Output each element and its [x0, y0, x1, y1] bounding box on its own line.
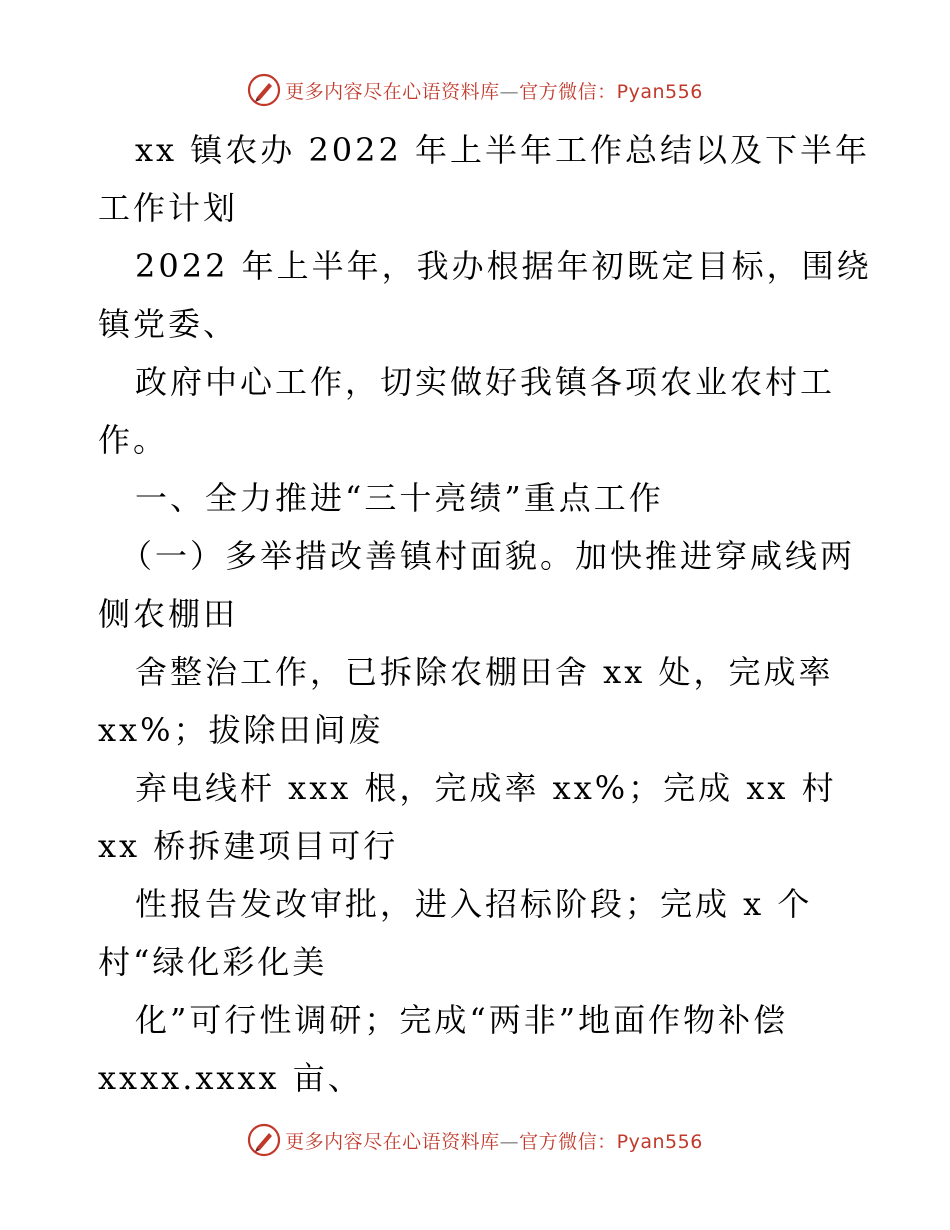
- paragraph-line: 性报告发改审批，进入招标阶段；完成 x 个: [135, 885, 813, 923]
- paragraph-line: xx 桥拆建项目可行: [98, 827, 399, 865]
- paragraph-line: 舍整治工作，已拆除农棚田舍 xx 处，完成率: [135, 653, 834, 691]
- watermark-top: [0, 70, 950, 110]
- paragraph-line: 镇党委、: [98, 305, 239, 343]
- watermark-bottom: [0, 1120, 950, 1160]
- section-heading: 一、全力推进“三十亮绩”重点工作: [135, 479, 664, 517]
- watermark-text: 更多内容尽在心语资料库—官方微信：Pyan556: [285, 80, 703, 103]
- title-line-2: 工作计划: [98, 189, 239, 227]
- paragraph-line: xx%；拔除田间废: [98, 711, 384, 749]
- paragraph-line: 侧农棚田: [98, 595, 239, 633]
- paragraph-line: 作。: [98, 421, 169, 459]
- watermark-text: 更多内容尽在心语资料库—官方微信：Pyan556: [285, 1130, 703, 1153]
- paragraph-line: 政府中心工作，切实做好我镇各项农业农村工: [135, 363, 836, 401]
- title-line-1: xx 镇农办 2022 年上半年工作总结以及下半年: [135, 131, 871, 169]
- paragraph-line: 2022 年上半年，我办根据年初既定目标，围绕: [135, 247, 872, 285]
- pen-logo-icon: [247, 73, 281, 107]
- paragraph-line: 弃电线杆 xxx 根，完成率 xx%；完成 xx 村: [135, 769, 837, 807]
- paragraph-line: xxxx.xxxx 亩、: [98, 1059, 363, 1097]
- paragraph-line: 化”可行性调研；完成“两非”地面作物补偿: [135, 1001, 789, 1039]
- paragraph-line: 村“绿化彩化美: [98, 943, 328, 981]
- paragraph-line: （一）多举措改善镇村面貌。加快推进穿咸线两: [120, 537, 856, 575]
- pen-logo-icon: [247, 1123, 281, 1157]
